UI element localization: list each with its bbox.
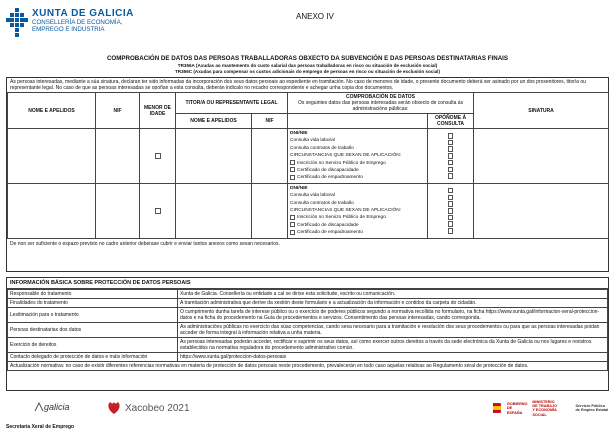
info-value: A tramitación administrativa que derive da xestión deste formulario e a actualización da información e contidos da carpeta do cidadán. (178, 299, 608, 308)
sepe-text: Servicio Público de Empleo Estatal (575, 404, 609, 413)
comprobacion-title: COMPROBACIÓN DE DATOS (346, 94, 416, 100)
table-row (8, 362, 608, 371)
consulta-circunstancias: CIRCUNSTANCIAS QUE SEXAN DE APLICACIÓN: (290, 153, 402, 159)
comprobacion-desc: Os seguintes datos das persoas interesadas serán obxecto de consulta ás administracións públicas: (297, 100, 464, 112)
oponme-checkbox[interactable] (448, 173, 454, 179)
info-key: Lexitimación para o tratamento (8, 308, 178, 323)
subtitle-tr356a: TR356A (Axudas ao mantemento do custo salarial das persoas traballadoras en risco ou situación de exclusión social) (177, 63, 438, 68)
info-value: O cumprimento dunha tarefa de interese público ou o exercicio de poderes públicos segundo a normativa recollida no formulario, na ficha https://www.xunta.gal/informacion-xeral-proteccion-datos e na ficha do procedemento na Guía de procedementos e servizos. Consentimento das persoas interesadas, cando corresponda. (178, 308, 608, 323)
department-line-2: EMPREGO E INDUSTRIA (32, 26, 105, 33)
info-note: Actualización normativa: no caso de existir diferentes referencias normativas en materia de protección de datos persoais neste procedemento, prevalecerán en todo caso aquelas relativas ao Regulamento xeral de protección de datos. (8, 362, 608, 371)
oponme-checkbox[interactable] (448, 140, 454, 146)
menor-cell (140, 129, 176, 184)
consulta-empadroamento: Certificado de empadroamento (297, 175, 363, 181)
header-titor-nome: NOME E APELIDOS (176, 114, 252, 129)
oponme-checkbox[interactable] (448, 188, 454, 194)
titor-nome-cell[interactable] (176, 183, 252, 238)
consulta-vida-laboral: Consulta vida laboral (290, 138, 335, 144)
oponme-checkbox[interactable] (448, 201, 454, 207)
header-oponme: OPÓÑOME Á CONSULTA (428, 114, 474, 129)
menor-checkbox[interactable] (155, 153, 161, 159)
info-key: Contacto delegado de protección de datos e máis información (8, 353, 178, 362)
consulta-dni: DNI/NIE (290, 131, 308, 136)
nome-cell[interactable] (8, 129, 96, 184)
oponme-checkbox[interactable] (448, 221, 454, 227)
consulta-empadroamento: Certificado de empadroamento (297, 230, 363, 236)
oponme-checkbox[interactable] (448, 153, 454, 159)
nome-cell[interactable] (8, 183, 96, 238)
table-row (8, 308, 608, 323)
info-value: As administracións públicas no exercicio das súas competencias, cando sexa necesario para a tramitación e resolución dos seus procedementos ou para que as persoas interesadas poidan acceder de forma integral á información relativa a unha materia. (178, 323, 608, 338)
titor-nif-cell[interactable] (252, 129, 288, 184)
header-nome: NOME E APELIDOS (8, 93, 96, 129)
oponme-checkbox[interactable] (448, 215, 454, 221)
consulta-discapacidade: Certificado de discapacidade (297, 222, 359, 228)
intro-text: As persoas interesadas, mediante a súa sinatura, declaran ter sido informadas da incorporación dos seus datos persoais ao expediente en tramitación. No caso de menores de idade, o presente documento deberá ser asinado por un dos proxenitores, titor/a ou representante legal. No caso de que as persoas interesadas se opoñan a esta consulta, deberán indicalo no recadro correspondente e achegar unha copia dos documentos. (10, 79, 586, 91)
xunta-cross-icon (6, 8, 28, 38)
oponme-cell (428, 129, 474, 184)
header-titor-nif: NIF (252, 114, 288, 129)
consulta-dni: DNI/NIE (290, 185, 308, 191)
consulta-discapacidade: Certificado de discapacidade (297, 168, 359, 174)
oponme-checkbox[interactable] (448, 195, 454, 201)
header-nif: NIF (96, 93, 140, 129)
main-title: COMPROBACIÓN DE DATOS DAS PERSOAS TRABALLADORAS OBXECTO DA SUBVENCIÓN E DAS PERSOAS DESTINATARIAS FINAIS (106, 55, 509, 62)
oponme-checkbox[interactable] (448, 228, 454, 234)
galicia-text: galicia (44, 402, 70, 412)
titor-nome-cell[interactable] (176, 129, 252, 184)
ministerio-line-1: MINISTERIO (532, 400, 555, 404)
data-protection-table (7, 289, 608, 371)
header-titor: TITOR/A OU REPRESENTANTE LEGAL (176, 93, 288, 114)
nif-cell[interactable] (96, 129, 140, 184)
nif-cell[interactable] (96, 183, 140, 238)
info-value: Xunta de Galicia. Consellería ou entidade a cal se dirixe esta solicitude, escrito ou comunicación. (178, 290, 608, 299)
table-row (8, 338, 608, 353)
empadroamento-checkbox[interactable] (290, 175, 295, 180)
header-comprobacion (288, 93, 474, 114)
workers-table (7, 92, 609, 239)
discapacidade-checkbox[interactable] (290, 167, 295, 172)
footnote: De non ser suficiente o espazo previsto no cadro anterior deberase cubrir e enviar tantos anexos como sexan necesarios. (10, 240, 280, 247)
xunta-logo (6, 8, 134, 38)
ministerio-line-2: DE TRABAJO (532, 404, 558, 409)
oponme-checkbox[interactable] (448, 133, 454, 139)
spain-coat-of-arms-icon (491, 401, 503, 415)
ministerio-text (532, 400, 571, 417)
empadroamento-checkbox[interactable] (290, 230, 295, 235)
table-row (8, 129, 609, 184)
inscricion-checkbox[interactable] (290, 215, 295, 220)
info-value: As persoas interesadas poderán acceder, rectificar e suprimir os seus datos, así como exercer outros dereitos a través da sede electrónica da Xunta de Galicia ou nos lugares e rexistros establecidos na normativa reguladora do procedemento administrativo común. (178, 338, 608, 353)
galicia-logo (34, 402, 70, 412)
annex-label: ANEXO IV (296, 12, 334, 21)
info-key: Persoas destinatarias dos datos (8, 323, 178, 338)
workers-form (6, 77, 609, 272)
footer-logos (6, 398, 609, 418)
consulta-contratos: Consulta contratos de traballo (290, 200, 354, 206)
table-row (8, 353, 608, 362)
table-row (8, 299, 608, 308)
sinatura-cell[interactable] (474, 183, 609, 238)
table-row (8, 290, 608, 299)
secretaria-label: Secretaría Xeral de Emprego (6, 424, 75, 430)
xacobeo-text: Xacobeo 2021 (125, 402, 190, 414)
table-row (8, 323, 608, 338)
oponme-checkbox[interactable] (448, 160, 454, 166)
galicia-mark-icon (34, 402, 44, 412)
data-protection-title: INFORMACIÓN BÁSICA SOBRE PROTECCIÓN DE DATOS PERSOAIS (7, 278, 608, 289)
table-row (8, 183, 609, 238)
xacobeo-logo (106, 401, 190, 415)
consulta-list (288, 183, 428, 238)
gobierno-logo (491, 400, 609, 417)
subtitle-tr356c: TR356C (Axudas para compensar os custos adicionais do emprego de persoas en risco ou situación de exclusión social) (175, 69, 440, 74)
consulta-list (288, 129, 428, 184)
consulta-inscricion: Inscrición no Servizo Público de Emprego (297, 160, 386, 166)
header-consulta-list (288, 114, 428, 129)
gobierno-line-1: GOBIERNO (506, 402, 528, 407)
consulta-vida-laboral: Consulta vida laboral (290, 193, 335, 199)
info-key: Finalidades do tratamento (8, 299, 178, 308)
consulta-inscricion: Inscrición no Servizo Público de Emprego (297, 215, 386, 221)
ministerio-line-3: Y ECONOMÍA SOCIAL (532, 408, 557, 417)
gobierno-text (507, 402, 529, 415)
inscricion-checkbox[interactable] (290, 160, 295, 165)
info-key: Responsable do tratamento (8, 290, 178, 299)
consulta-circunstancias: CIRCUNSTANCIAS QUE SEXAN DE APLICACIÓN: (290, 208, 402, 214)
oponme-cell (428, 183, 474, 238)
header-menor: MENOR DE IDADE (140, 93, 176, 129)
info-key: Exercicio de dereitos (8, 338, 178, 353)
oponme-checkbox[interactable] (448, 167, 454, 173)
sinatura-cell[interactable] (474, 129, 609, 184)
data-protection-box (6, 277, 609, 391)
oponme-checkbox[interactable] (448, 146, 454, 152)
oponme-checkbox[interactable] (448, 208, 454, 214)
header (6, 6, 609, 54)
department-line-1: CONSELLERÍA DE ECONOMÍA, (32, 19, 123, 26)
brand-name: XUNTA DE GALICIA (32, 8, 134, 19)
titor-nif-cell[interactable] (252, 183, 288, 238)
menor-checkbox[interactable] (155, 208, 161, 214)
gobierno-line-2: DE ESPAÑA (506, 406, 523, 415)
header-sinatura: SINATURA (474, 93, 609, 129)
consulta-contratos: Consulta contratos de traballo (290, 145, 354, 151)
info-link[interactable]: https://www.xunta.gal/proteccion-datos-persoais (178, 353, 608, 362)
xacobeo-shell-icon (106, 401, 122, 415)
discapacidade-checkbox[interactable] (290, 222, 295, 227)
document-titles (0, 55, 615, 75)
menor-cell (140, 183, 176, 238)
